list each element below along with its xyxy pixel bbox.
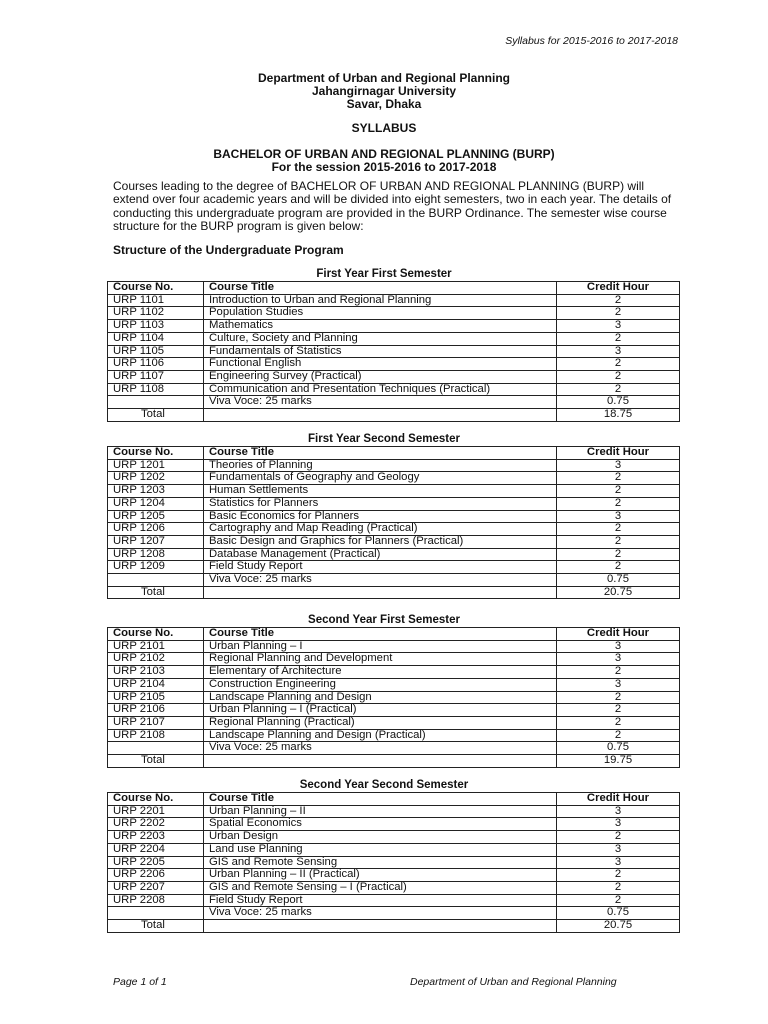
total-row (108, 755, 680, 768)
institution-block (0, 72, 768, 111)
table-row (108, 523, 680, 536)
credit-hour-cell: 2 (557, 869, 680, 882)
course-title-cell: Mathematics (204, 320, 557, 333)
course-no-cell: URP 2203 (108, 831, 204, 844)
table-row (108, 396, 680, 409)
course-title-cell: Regional Planning (Practical) (204, 716, 557, 729)
intro-paragraph: Courses leading to the degree of BACHELOR OF URBAN AND REGIONAL PLANNING (BURP) will extend over four academic years and will be divided into eight semesters, two in each year. The details of conducting this undergraduate program are provided in the BURP Ordinance. The semester wise course structure for the BURP program is given below: (113, 179, 672, 233)
program-session: For the session 2015-2016 to 2017-2018 (271, 160, 497, 174)
table-row (108, 535, 680, 548)
credit-hour-cell: 0.75 (557, 574, 680, 587)
course-title-cell: Theories of Planning (204, 459, 557, 472)
course-no-cell: URP 2104 (108, 678, 204, 691)
course-title-cell: Human Settlements (204, 485, 557, 498)
credit-hour-cell: 3 (557, 640, 680, 653)
table-row (108, 678, 680, 691)
course-no-cell: URP 1108 (108, 383, 204, 396)
course-no-cell: URP 1107 (108, 370, 204, 383)
course-no-cell: URP 1204 (108, 497, 204, 510)
col-course-title: Course Title (204, 282, 557, 295)
course-no-cell: URP 1209 (108, 561, 204, 574)
course-no-cell: URP 2202 (108, 818, 204, 831)
table-row (108, 907, 680, 920)
semester-table (107, 281, 680, 422)
table-header-row (108, 447, 680, 460)
table-row (108, 691, 680, 704)
total-row (108, 409, 680, 422)
table-row (108, 370, 680, 383)
credit-hour-cell: 2 (557, 666, 680, 679)
course-title-cell: Cartography and Map Reading (Practical) (204, 523, 557, 536)
location: Savar, Dhaka (346, 97, 422, 111)
table-row (108, 345, 680, 358)
total-label: Total (108, 920, 204, 933)
table-row (108, 510, 680, 523)
course-title-cell: Functional English (204, 358, 557, 371)
credit-hour-cell: 2 (557, 370, 680, 383)
total-label: Total (108, 586, 204, 599)
course-no-cell: URP 2105 (108, 691, 204, 704)
table-row (108, 574, 680, 587)
course-title-cell: Urban Planning – I (204, 640, 557, 653)
table-header-row (108, 793, 680, 806)
course-title-cell: Urban Design (204, 831, 557, 844)
total-credit: 20.75 (557, 586, 680, 599)
col-course-no: Course No. (108, 793, 204, 806)
credit-hour-cell: 3 (557, 459, 680, 472)
course-title-cell: Viva Voce: 25 marks (204, 907, 557, 920)
course-no-cell: URP 2205 (108, 856, 204, 869)
course-title-cell: GIS and Remote Sensing (204, 856, 557, 869)
course-title-cell: Communication and Presentation Techniques (Practical) (204, 383, 557, 396)
credit-hour-cell: 3 (557, 510, 680, 523)
course-no-cell: URP 1206 (108, 523, 204, 536)
credit-hour-cell: 2 (557, 485, 680, 498)
course-no-cell: URP 1207 (108, 535, 204, 548)
footer-page-number: Page 1 of 1 (113, 976, 167, 988)
total-empty-cell (204, 586, 557, 599)
course-title-cell: Regional Planning and Development (204, 653, 557, 666)
credit-hour-cell: 3 (557, 805, 680, 818)
col-course-no: Course No. (108, 628, 204, 641)
course-title-cell: GIS and Remote Sensing – I (Practical) (204, 881, 557, 894)
course-no-cell (108, 742, 204, 755)
header-syllabus-years: Syllabus for 2015-2016 to 2017-2018 (505, 35, 678, 47)
course-no-cell: URP 1106 (108, 358, 204, 371)
course-title-cell: Viva Voce: 25 marks (204, 396, 557, 409)
course-title-cell: Viva Voce: 25 marks (204, 574, 557, 587)
course-title-cell: Landscape Planning and Design (204, 691, 557, 704)
course-title-cell: Field Study Report (204, 561, 557, 574)
course-no-cell: URP 2208 (108, 894, 204, 907)
credit-hour-cell: 2 (557, 383, 680, 396)
table-row (108, 640, 680, 653)
course-no-cell: URP 1101 (108, 294, 204, 307)
credit-hour-cell: 0.75 (557, 907, 680, 920)
course-no-cell: URP 2201 (108, 805, 204, 818)
course-no-cell (108, 574, 204, 587)
col-course-title: Course Title (204, 793, 557, 806)
course-no-cell: URP 2207 (108, 881, 204, 894)
credit-hour-cell: 2 (557, 894, 680, 907)
col-credit-hour: Credit Hour (557, 793, 680, 806)
table-row (108, 742, 680, 755)
col-course-no: Course No. (108, 282, 204, 295)
total-credit: 20.75 (557, 920, 680, 933)
table-row (108, 294, 680, 307)
course-no-cell: URP 2206 (108, 869, 204, 882)
course-title-cell: Fundamentals of Statistics (204, 345, 557, 358)
col-credit-hour: Credit Hour (557, 447, 680, 460)
total-empty-cell (204, 920, 557, 933)
table-row (108, 320, 680, 333)
course-no-cell: URP 1103 (108, 320, 204, 333)
credit-hour-cell: 0.75 (557, 742, 680, 755)
course-title-cell: Urban Planning – II (204, 805, 557, 818)
course-title-cell: Viva Voce: 25 marks (204, 742, 557, 755)
course-no-cell: URP 1201 (108, 459, 204, 472)
table-row (108, 307, 680, 320)
credit-hour-cell: 2 (557, 704, 680, 717)
total-row (108, 920, 680, 933)
course-no-cell (108, 396, 204, 409)
table-row (108, 843, 680, 856)
table-row (108, 729, 680, 742)
table-row (108, 831, 680, 844)
course-title-cell: Fundamentals of Geography and Geology (204, 472, 557, 485)
table-header-row (108, 628, 680, 641)
table-row (108, 818, 680, 831)
table-row (108, 332, 680, 345)
course-no-cell: URP 1105 (108, 345, 204, 358)
semester-table (107, 627, 680, 768)
semester-table (107, 446, 680, 599)
col-course-no: Course No. (108, 447, 204, 460)
table-row (108, 383, 680, 396)
credit-hour-cell: 2 (557, 358, 680, 371)
course-title-cell: Urban Planning – II (Practical) (204, 869, 557, 882)
table-row (108, 497, 680, 510)
course-no-cell: URP 2204 (108, 843, 204, 856)
course-title-cell: Elementary of Architecture (204, 666, 557, 679)
credit-hour-cell: 2 (557, 332, 680, 345)
table-row (108, 472, 680, 485)
course-no-cell: URP 2107 (108, 716, 204, 729)
table-row (108, 548, 680, 561)
total-empty-cell (204, 409, 557, 422)
course-no-cell: URP 1102 (108, 307, 204, 320)
credit-hour-cell: 2 (557, 831, 680, 844)
credit-hour-cell: 2 (557, 561, 680, 574)
credit-hour-cell: 2 (557, 535, 680, 548)
syllabus-heading: SYLLABUS (351, 121, 417, 135)
credit-hour-cell: 2 (557, 729, 680, 742)
course-title-cell: Basic Design and Graphics for Planners (Practical) (204, 535, 557, 548)
course-title-cell: Engineering Survey (Practical) (204, 370, 557, 383)
credit-hour-cell: 3 (557, 320, 680, 333)
course-title-cell: Urban Planning – I (Practical) (204, 704, 557, 717)
course-title-cell: Spatial Economics (204, 818, 557, 831)
credit-hour-cell: 3 (557, 818, 680, 831)
credit-hour-cell: 2 (557, 881, 680, 894)
course-title-cell: Construction Engineering (204, 678, 557, 691)
course-title-cell: Statistics for Planners (204, 497, 557, 510)
course-title-cell: Basic Economics for Planners (204, 510, 557, 523)
table-row (108, 485, 680, 498)
credit-hour-cell: 3 (557, 856, 680, 869)
semester-title: Second Year Second Semester (299, 779, 469, 791)
credit-hour-cell: 3 (557, 653, 680, 666)
credit-hour-cell: 2 (557, 497, 680, 510)
semester-title: First Year First Semester (316, 268, 452, 280)
course-title-cell: Population Studies (204, 307, 557, 320)
course-no-cell: URP 2103 (108, 666, 204, 679)
course-no-cell: URP 1205 (108, 510, 204, 523)
total-row (108, 586, 680, 599)
total-label: Total (108, 409, 204, 422)
total-label: Total (108, 755, 204, 768)
table-row (108, 805, 680, 818)
credit-hour-cell: 2 (557, 472, 680, 485)
col-credit-hour: Credit Hour (557, 282, 680, 295)
credit-hour-cell: 2 (557, 548, 680, 561)
credit-hour-cell: 3 (557, 843, 680, 856)
structure-heading: Structure of the Undergraduate Program (113, 243, 344, 257)
course-no-cell (108, 907, 204, 920)
credit-hour-cell: 3 (557, 678, 680, 691)
semester-title: First Year Second Semester (308, 433, 460, 445)
university-name: Jahangirnagar University (311, 84, 457, 98)
course-title-cell: Landscape Planning and Design (Practical) (204, 729, 557, 742)
table-row (108, 856, 680, 869)
department-name: Department of Urban and Regional Planning (257, 71, 511, 85)
col-course-title: Course Title (204, 628, 557, 641)
col-course-title: Course Title (204, 447, 557, 460)
semester-title: Second Year First Semester (308, 614, 460, 626)
table-row (108, 869, 680, 882)
course-title-cell: Field Study Report (204, 894, 557, 907)
course-no-cell: URP 2106 (108, 704, 204, 717)
course-title-cell: Culture, Society and Planning (204, 332, 557, 345)
total-credit: 18.75 (557, 409, 680, 422)
course-no-cell: URP 2102 (108, 653, 204, 666)
course-no-cell: URP 1202 (108, 472, 204, 485)
course-title-cell: Introduction to Urban and Regional Planning (204, 294, 557, 307)
course-title-cell: Database Management (Practical) (204, 548, 557, 561)
footer-department: Department of Urban and Regional Planning (410, 976, 617, 988)
course-no-cell: URP 1208 (108, 548, 204, 561)
table-row (108, 894, 680, 907)
course-no-cell: URP 1104 (108, 332, 204, 345)
table-row (108, 459, 680, 472)
table-row (108, 358, 680, 371)
credit-hour-cell: 0.75 (557, 396, 680, 409)
course-title-cell: Land use Planning (204, 843, 557, 856)
total-credit: 19.75 (557, 755, 680, 768)
table-row (108, 561, 680, 574)
program-name: BACHELOR OF URBAN AND REGIONAL PLANNING (BURP) (213, 147, 555, 161)
credit-hour-cell: 2 (557, 523, 680, 536)
course-no-cell: URP 2101 (108, 640, 204, 653)
credit-hour-cell: 2 (557, 307, 680, 320)
table-row (108, 653, 680, 666)
table-row (108, 716, 680, 729)
semester-table (107, 792, 680, 933)
col-credit-hour: Credit Hour (557, 628, 680, 641)
course-no-cell: URP 1203 (108, 485, 204, 498)
table-header-row (108, 282, 680, 295)
course-no-cell: URP 2108 (108, 729, 204, 742)
total-empty-cell (204, 755, 557, 768)
credit-hour-cell: 2 (557, 691, 680, 704)
credit-hour-cell: 2 (557, 294, 680, 307)
table-row (108, 881, 680, 894)
table-row (108, 704, 680, 717)
credit-hour-cell: 3 (557, 345, 680, 358)
program-block (0, 148, 768, 174)
table-row (108, 666, 680, 679)
credit-hour-cell: 2 (557, 716, 680, 729)
